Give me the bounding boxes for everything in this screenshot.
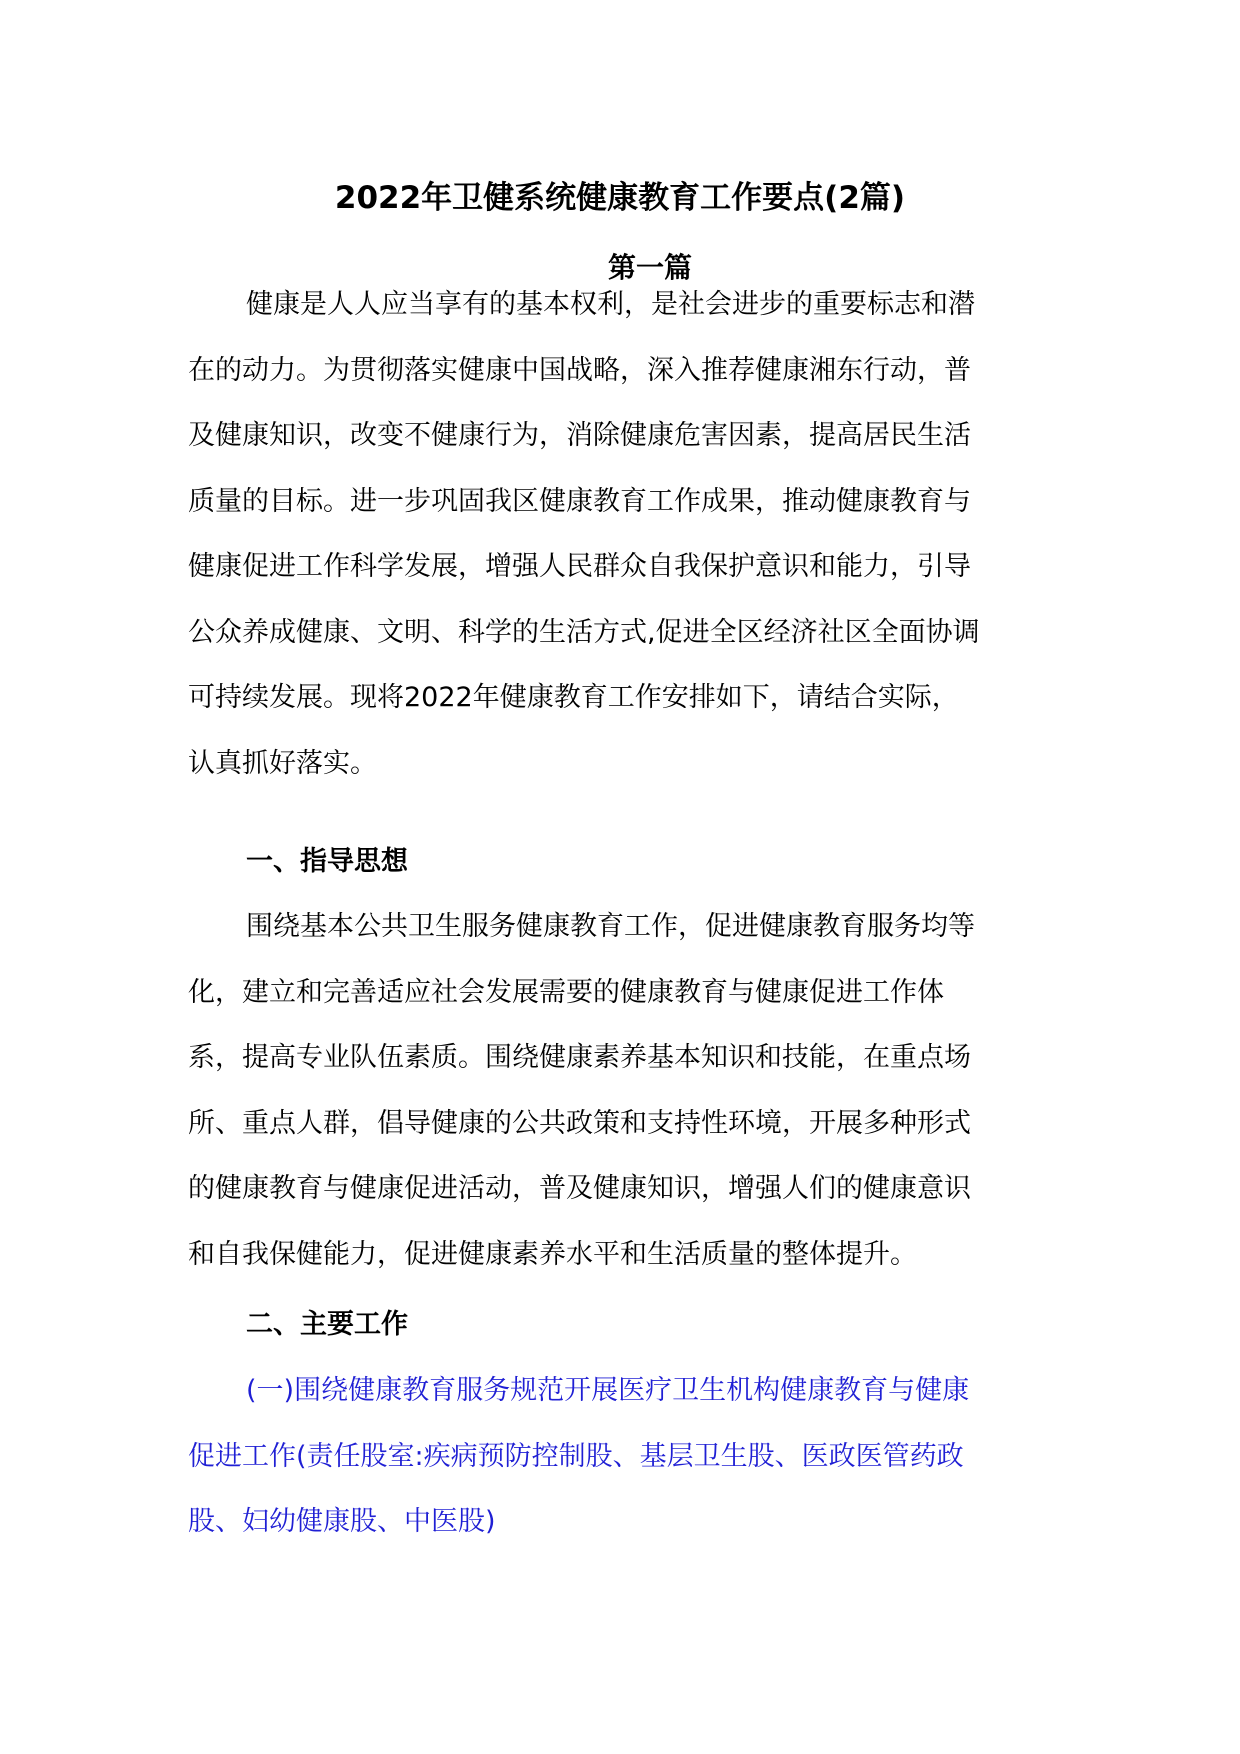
intro-line: 可持续发展。现将2022年健康教育工作安排如下，请结合实际， (188, 682, 959, 713)
section1-line: 围绕基本公共卫生服务健康教育工作，促进健康教育服务均等 (246, 911, 975, 942)
intro-line: 认真抓好落实。 (188, 747, 377, 779)
document-title: 2022年卫健系统健康教育工作要点(2篇) (334, 180, 906, 216)
intro-line: 公众养成健康、文明、科学的生活方式,促进全区经济社区全面协调 (188, 616, 980, 648)
subsection1-line: 股、妇幼健康股、中医股) (188, 1506, 496, 1537)
section-heading-guiding-ideology: 一、指导思想 (246, 846, 408, 877)
intro-line: 及健康知识，改变不健康行为，消除健康危害因素，提高居民生活 (188, 420, 971, 451)
section1-line: 和自我保健能力，促进健康素养水平和生活质量的整体提升。 (188, 1238, 917, 1270)
subsection1-line: 促进工作(责任股室:疾病预防控制股、基层卫生股、医政医管药政 (188, 1440, 964, 1472)
intro-line: 健康促进工作科学发展，增强人民群众自我保护意识和能力，引导 (188, 551, 971, 582)
section1-line: 的健康教育与健康促进活动，普及健康知识，增强人们的健康意识 (188, 1173, 971, 1204)
subsection1-line: (一)围绕健康教育服务规范开展医疗卫生机构健康教育与健康 (246, 1375, 970, 1406)
intro-line: 质量的目标。进一步巩固我区健康教育工作成果，推动健康教育与 (188, 485, 971, 517)
section1-line: 化，建立和完善适应社会发展需要的健康教育与健康促进工作体 (188, 976, 944, 1008)
intro-line: 在的动力。为贯彻落实健康中国战略，深入推荐健康湘东行动，普 (188, 354, 971, 386)
subsection-one-paragraph (188, 1358, 1058, 1555)
section-heading-main-work-block (188, 1292, 1058, 1358)
intro-line: 健康是人人应当享有的基本权利，是社会进步的重要标志和潜 (246, 289, 975, 320)
document-subtitle: 第一篇 (607, 251, 692, 284)
section-heading-main-work: 二、主要工作 (246, 1309, 408, 1340)
section1-line: 所、重点人群，倡导健康的公共政策和支持性环境，开展多种形式 (188, 1107, 971, 1139)
intro-paragraph (188, 272, 1058, 796)
section1-line: 系，提高专业队伍素质。围绕健康素养基本知识和技能，在重点场 (188, 1042, 971, 1073)
section-heading-guiding-ideology-block (188, 829, 1058, 895)
guiding-ideology-paragraph (188, 894, 1058, 1287)
